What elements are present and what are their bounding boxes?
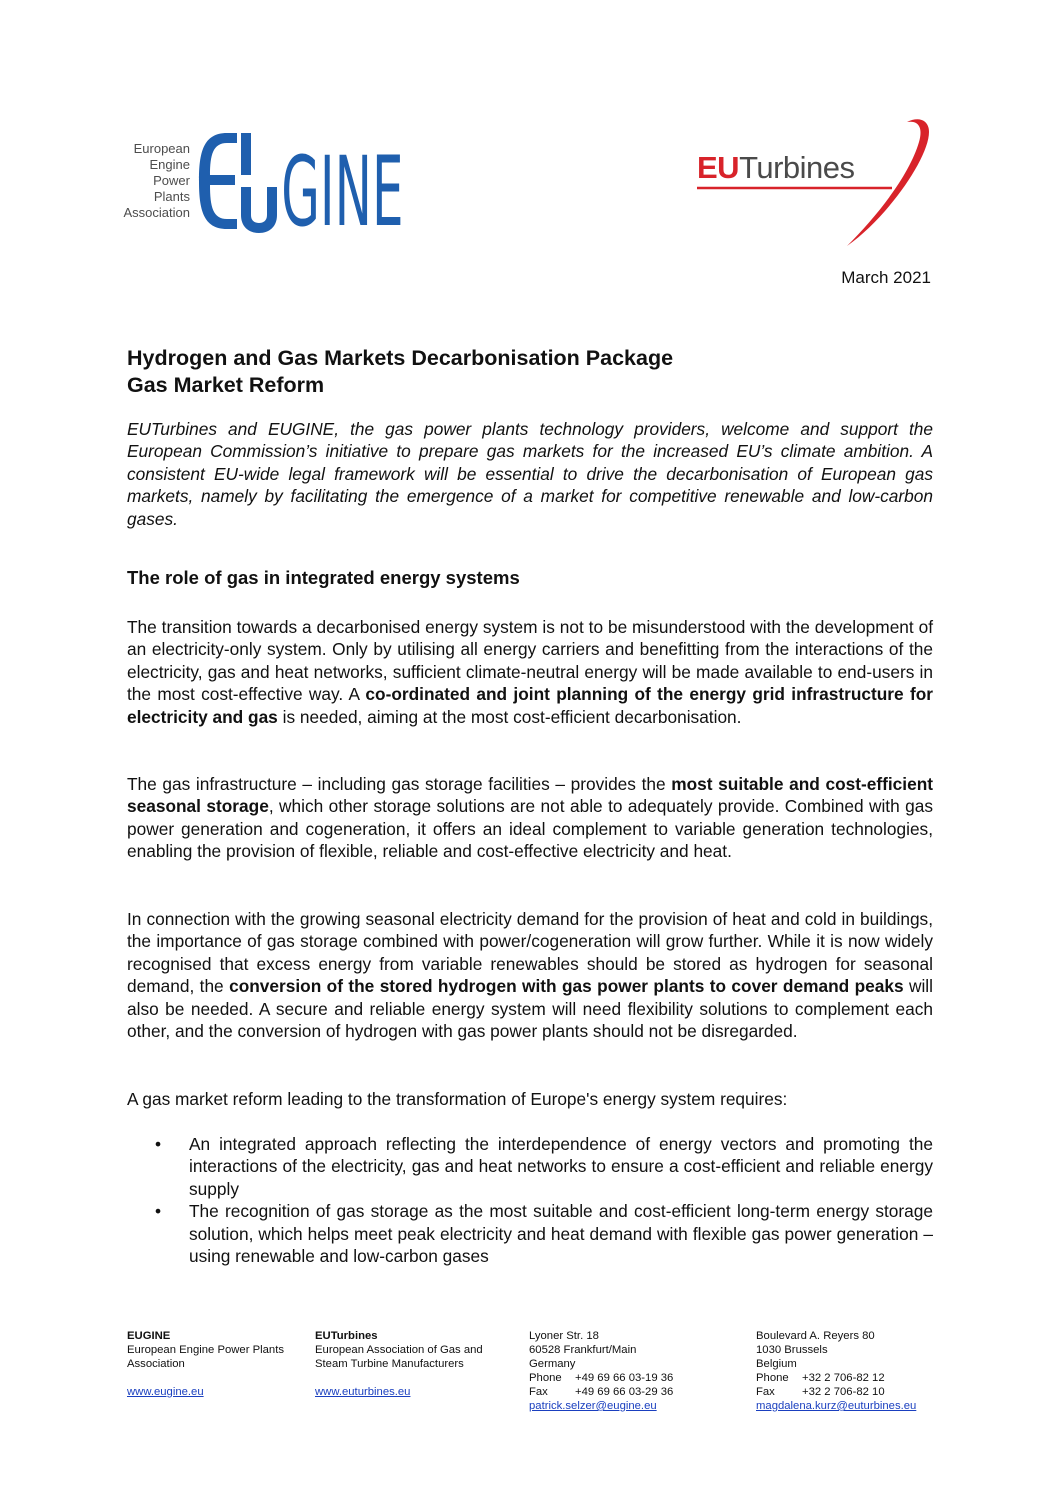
eugine-logo-text bbox=[114, 141, 190, 221]
bullet-icon: • bbox=[155, 1201, 162, 1222]
footer-brussels-address bbox=[756, 1329, 956, 1413]
footer-fax-value: +49 69 66 03-29 36 bbox=[575, 1386, 674, 1398]
footer-org-desc: European Association of Gas and Steam Turbine Manufacturers bbox=[315, 1344, 483, 1370]
footer-eugine bbox=[127, 1329, 307, 1399]
paragraph-1 bbox=[127, 616, 933, 728]
footer-org-name: EUGINE bbox=[127, 1330, 171, 1342]
footer-address-line: 1030 Brussels bbox=[756, 1344, 828, 1356]
footer-org-name: EUTurbines bbox=[315, 1330, 378, 1342]
paragraph-bold: co-ordinated and joint planning of the energy grid infrastructure for electricity and gas bbox=[127, 684, 933, 727]
eugine-logo-line: Association bbox=[123, 205, 190, 220]
requirements-list bbox=[127, 1133, 933, 1267]
eugine-logo bbox=[114, 127, 404, 249]
euturbines-logo bbox=[697, 118, 935, 250]
paragraph-text: In connection with the growing seasonal electricity demand for the provision of heat and cold in buildings, the importance of gas storage combined with power/cogeneration will grow further. While it is now widely recognised that excess energy from variable renewables should be stored as hydrogen for seasonal demand, the bbox=[127, 909, 933, 997]
document-date: March 2021 bbox=[841, 268, 931, 287]
list-item bbox=[127, 1133, 933, 1200]
paragraph-bold: conversion of the stored hydrogen with gas power plants to cover demand peaks bbox=[229, 976, 904, 997]
intro-paragraph: EUTurbines and EUGINE, the gas power plants technology providers, welcome and support the European Commission’s initiative to prepare gas markets for the increased EU’s climate ambition. A consistent EU-wide legal framework will be essential to drive the decarbonisation of European gas markets, namely by facilitating the emergence of a market for competitive renewable and low-carbon gases. bbox=[127, 419, 933, 529]
footer-website-link[interactable]: www.eugine.eu bbox=[127, 1386, 204, 1398]
document-title bbox=[127, 345, 673, 399]
list-item bbox=[127, 1200, 933, 1267]
svg-text:GINE: GINE bbox=[281, 137, 404, 249]
footer-euturbines bbox=[315, 1329, 515, 1399]
footer-fax-label: Fax bbox=[529, 1386, 548, 1398]
euturbines-logo-eu: EU bbox=[697, 150, 740, 185]
paragraph-bold: most suitable and cost-efficient seasonal storage bbox=[127, 774, 933, 817]
paragraph-text: is needed, aiming at the most cost-efficient decarbonisation. bbox=[277, 706, 742, 727]
footer-address-line: 60528 Frankfurt/Main bbox=[529, 1344, 637, 1356]
footer-frankfurt-address bbox=[529, 1329, 729, 1413]
footer-website-link[interactable]: www.euturbines.eu bbox=[315, 1386, 411, 1398]
footer-org-desc: European Engine Power Plants Association bbox=[127, 1344, 285, 1370]
euturbines-logo-word bbox=[697, 148, 855, 188]
paragraph-text: , which other storage solutions are not able to adequately provide. Combined with gas power generation and cogeneration, it offers an ideal complement to variable generation technologies, enabling the provision of flexible, reliable and cost-effective electricity and heat. bbox=[127, 796, 934, 862]
footer-address-line: Lyoner Str. 18 bbox=[529, 1330, 599, 1342]
footer-address-line: Belgium bbox=[756, 1358, 797, 1370]
paragraph-text: will also be needed. A secure and reliable energy system will need flexibility solutions to complement each other, and the conversion of hydrogen with gas power plants should not be disregarded. bbox=[127, 976, 933, 1042]
paragraph-3 bbox=[127, 908, 933, 1042]
eugine-logo-line: European bbox=[133, 141, 190, 156]
eugine-logo-mark bbox=[197, 127, 404, 249]
title-line-1: Hydrogen and Gas Markets Decarbonisation Package bbox=[127, 346, 674, 370]
footer-fax bbox=[756, 1385, 956, 1399]
paragraph-text: The gas infrastructure – including gas storage facilities – provides the bbox=[127, 774, 672, 794]
eugine-logo-line: Power bbox=[153, 173, 190, 188]
euturbines-logo-rest: Turbines bbox=[739, 150, 855, 185]
footer-email-link[interactable]: magdalena.kurz@euturbines.eu bbox=[756, 1400, 917, 1412]
footer-phone-value: +49 69 66 03-19 36 bbox=[575, 1372, 674, 1384]
eugine-logo-line: Engine bbox=[149, 157, 190, 172]
footer-fax-label: Fax bbox=[756, 1386, 775, 1398]
title-line-2: Gas Market Reform bbox=[127, 373, 325, 397]
eugine-logo-line: Plants bbox=[153, 189, 190, 204]
paragraph-4: A gas market reform leading to the transformation of Europe's energy system requires: bbox=[127, 1089, 788, 1109]
footer-fax-value: +32 2 706-82 10 bbox=[802, 1386, 885, 1398]
list-item-text: An integrated approach reflecting the interdependence of energy vectors and promoting the interactions of the electricity, gas and heat networks to ensure a cost-efficient and reliable energy supply bbox=[189, 1134, 933, 1199]
footer-email-link[interactable]: patrick.selzer@eugine.eu bbox=[529, 1400, 657, 1412]
list-item-text: The recognition of gas storage as the most suitable and cost-efficient long-term energy storage solution, which helps meet peak electricity and heat demand with flexible gas power generation – using renewable and low-carbon gases bbox=[189, 1201, 933, 1267]
footer-address-line: Boulevard A. Reyers 80 bbox=[756, 1330, 875, 1342]
bullet-icon: • bbox=[155, 1134, 162, 1154]
footer-address-line: Germany bbox=[529, 1358, 576, 1370]
section-heading: The role of gas in integrated energy systems bbox=[127, 567, 520, 588]
paragraph-text: The transition towards a decarbonised energy system is not to be misunderstood with the development of an electricity-only system. Only by utilising all energy carriers and benefitting from the interactions of the electricity, gas and heat networks, sufficient climate-neutral energy will be made available to end-users in the most cost-effective way. A bbox=[127, 617, 933, 705]
footer-phone bbox=[529, 1371, 729, 1385]
footer-phone-label: Phone bbox=[529, 1372, 562, 1384]
footer-phone-label: Phone bbox=[756, 1372, 789, 1384]
footer-phone bbox=[756, 1371, 956, 1385]
footer-phone-value: +32 2 706-82 12 bbox=[802, 1372, 885, 1384]
paragraph-2 bbox=[127, 773, 933, 863]
footer-fax bbox=[529, 1385, 729, 1399]
